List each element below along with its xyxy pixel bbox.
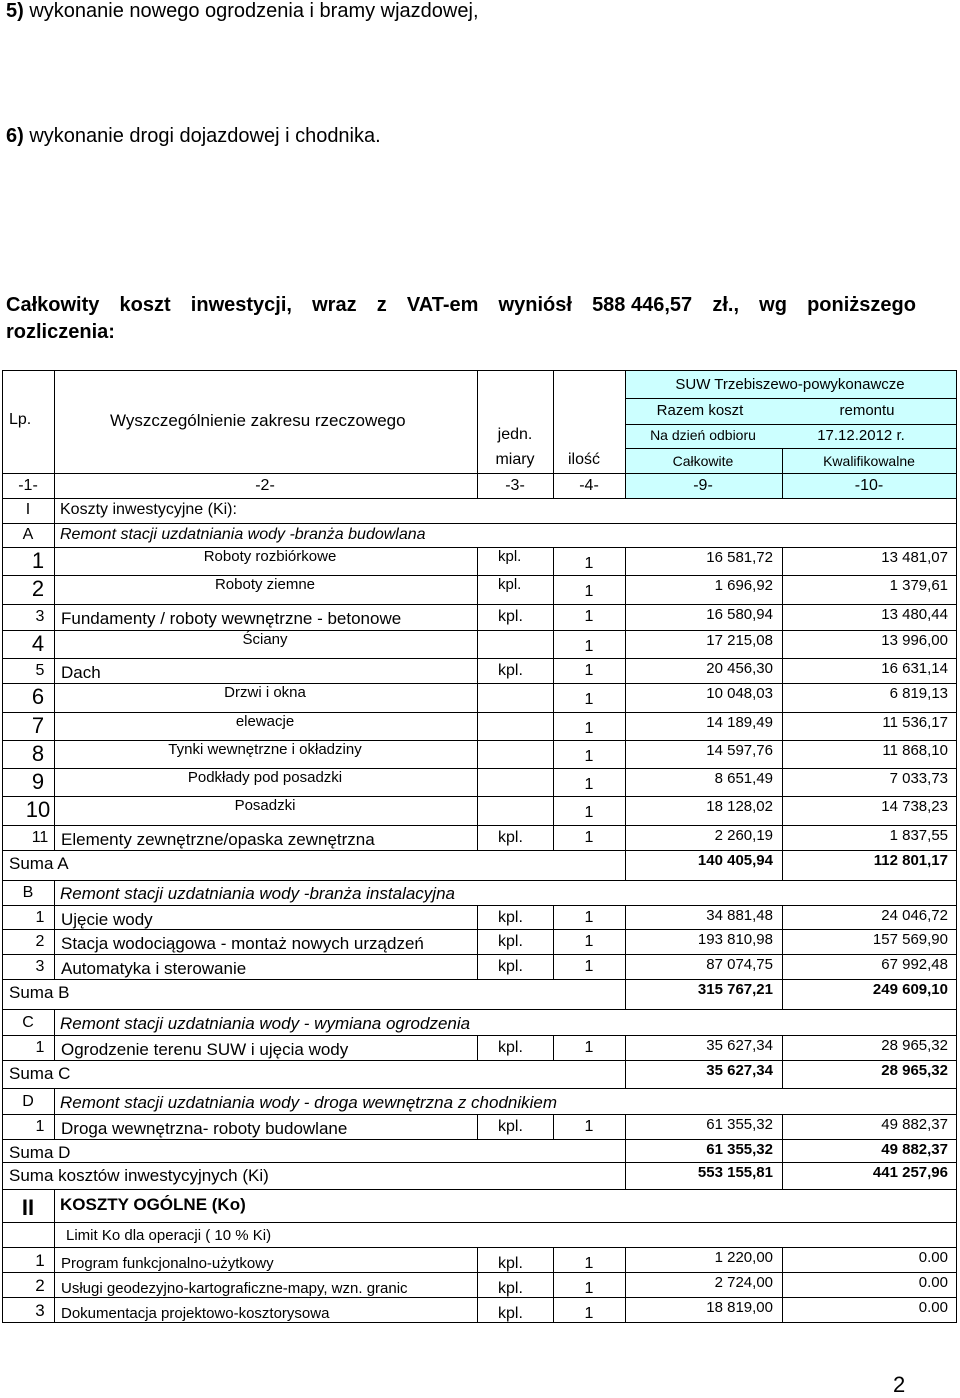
table-row-name: Tynki wewnętrzne i okładziny — [168, 741, 362, 758]
sum-a-qual: 112 801,17 — [873, 852, 948, 869]
table-row-qual: 157 569,90 — [872, 931, 948, 948]
column-number: -9- — [693, 477, 713, 494]
table-row-qty: 1 — [584, 555, 594, 572]
summary-word: wraz — [312, 294, 357, 316]
table-row-total: 34 881,48 — [706, 907, 773, 924]
section-d-label: Remont stacji uzdatniania wody - droga wewnętrzna z chodnikiem — [60, 1093, 558, 1112]
section-c-num: C — [22, 1014, 34, 1031]
table-row-unit: kpl. — [498, 548, 522, 565]
table-row-number: 11 — [31, 829, 49, 846]
table-row-name: Ściany — [242, 631, 288, 648]
sum-b-total: 315 767,21 — [697, 981, 773, 998]
section-i-label: Koszty inwestycyjne (Ki): — [60, 501, 237, 518]
table-row-name: Dach — [61, 663, 101, 682]
total-cost-summary — [6, 292, 916, 346]
summary-line-2: rozliczenia: — [6, 321, 115, 343]
table-row-qty: 1 — [584, 1280, 594, 1297]
sum-d-label: Suma D — [9, 1143, 71, 1162]
table-row-qty: 1 — [584, 829, 594, 846]
table-row-unit: kpl. — [498, 1305, 523, 1322]
table-row-qty: 1 — [584, 909, 594, 926]
table-row-number: 1 — [35, 1118, 45, 1135]
table-row-name: Droga wewnętrzna- roboty budowlane — [61, 1119, 348, 1138]
table-row-qual: 13 480,44 — [881, 606, 948, 623]
table-row-number: 10 — [25, 797, 51, 822]
table-row-name: Stacja wodociągowa - montaż nowych urządzeń — [61, 934, 424, 953]
table-row-qual: 13 996,00 — [881, 632, 948, 649]
table-row-unit: kpl. — [498, 662, 523, 679]
column-number: -1- — [18, 477, 38, 494]
sum-d-total: 61 355,32 — [706, 1141, 773, 1158]
table-row-name: Automatyka i sterowanie — [61, 959, 247, 978]
header-scope: Wyszczególnienie zakresu rzeczowego — [110, 411, 406, 430]
section-ii-label: KOSZTY OGÓLNE (Ko) — [60, 1195, 246, 1214]
table-row-qual: 0.00 — [918, 1274, 948, 1291]
page-number: 2 — [893, 1372, 906, 1397]
table-row-number: 9 — [31, 769, 45, 794]
summary-word: zł., — [712, 294, 739, 316]
table-row-qual: 11 536,17 — [882, 714, 948, 731]
table-row-number: 3 — [35, 958, 45, 975]
column-number: -10- — [854, 477, 884, 494]
table-row-qty: 1 — [584, 776, 594, 793]
section-d-num: D — [22, 1093, 34, 1110]
table-row-name: Posadzki — [234, 797, 296, 814]
table-row-total: 2 260,19 — [714, 827, 773, 844]
intro-item-5-number: 5) — [6, 0, 24, 22]
table-row-number: 2 — [31, 576, 45, 601]
sum-b-label: Suma B — [9, 983, 70, 1002]
intro-item-6-number: 6) — [6, 125, 24, 147]
table-row-qty: 1 — [584, 662, 594, 679]
intro-item-5 — [6, 0, 479, 23]
table-row-number: 2 — [35, 933, 45, 950]
table-row-qty: 1 — [584, 1039, 594, 1056]
limit-label: Limit Ko dla operacji ( 10 % Ki) — [66, 1227, 272, 1244]
table-row-qty: 1 — [584, 1305, 594, 1322]
table-row-number: 1 — [35, 909, 45, 926]
sum-c-total: 35 627,34 — [706, 1062, 773, 1079]
table-row-total: 18 819,00 — [706, 1299, 773, 1316]
table-row-qty: 1 — [584, 958, 594, 975]
table-row-unit: kpl. — [498, 958, 523, 975]
table-row-qty: 1 — [584, 748, 594, 765]
header-suw: SUW Trzebiszewo-powykonawcze — [675, 376, 905, 393]
table-row-name: Ujęcie wody — [61, 910, 153, 929]
table-row-total: 2 724,00 — [714, 1274, 773, 1291]
summary-word: wyniósł — [498, 294, 572, 316]
section-i-num: I — [25, 501, 31, 518]
table-row-number: 8 — [31, 741, 45, 766]
header-remontu: remontu — [839, 402, 895, 419]
intro-item-6-text: wykonanie drogi dojazdowej i chodnika. — [23, 125, 381, 147]
table-row-qty: 1 — [584, 1118, 594, 1135]
section-ii-num: II — [21, 1195, 35, 1220]
header-date: 17.12.2012 r. — [817, 427, 905, 444]
sum-a-total: 140 405,94 — [697, 852, 773, 869]
table-row-qual: 0.00 — [918, 1299, 948, 1316]
header-qty: ilość — [567, 451, 600, 468]
section-b-label: Remont stacji uzdatniania wody -branża instalacyjna — [60, 884, 455, 903]
table-row-name: Fundamenty / roboty wewnętrzne - betonowe — [61, 609, 402, 628]
table-row-total: 10 048,03 — [706, 685, 773, 702]
intro-item-6 — [6, 125, 381, 148]
table-row-number: 3 — [35, 608, 45, 625]
limit-num-cell — [2, 1222, 55, 1248]
summary-word: Całkowity — [6, 294, 100, 316]
table-row-number: 5 — [35, 662, 45, 679]
table-row-unit: kpl. — [498, 1255, 523, 1272]
header-kwalifikowalne: Kwalifikowalne — [823, 453, 915, 469]
header-unit-2: miary — [495, 451, 535, 468]
table-row-qual: 16 631,14 — [881, 660, 948, 677]
summary-word: 588 446,57 — [592, 294, 693, 316]
table-row-unit: kpl. — [498, 1039, 523, 1056]
summary-word: poniższego — [807, 294, 916, 316]
sum-ki-qual: 441 257,96 — [872, 1164, 948, 1181]
table-row-number: 4 — [31, 631, 45, 656]
table-row-qty: 1 — [584, 583, 594, 600]
table-row-qty: 1 — [584, 804, 594, 821]
table-row-qual: 11 868,10 — [882, 742, 948, 759]
table-row-qty: 1 — [584, 720, 594, 737]
summary-word: inwestycji, — [190, 294, 292, 316]
table-row-total: 35 627,34 — [706, 1037, 773, 1054]
table-row-name: Drzwi i okna — [224, 684, 306, 701]
table-row-qual: 28 965,32 — [881, 1037, 948, 1054]
table-row-number: 1 — [35, 1039, 45, 1056]
table-row-total: 18 128,02 — [706, 798, 773, 815]
sum-a-label: Suma A — [9, 854, 69, 873]
section-c-label: Remont stacji uzdatniania wody - wymiana ogrodzenia — [60, 1014, 471, 1033]
table-row-total: 16 581,72 — [706, 549, 773, 566]
section-a-label: Remont stacji uzdatniania wody -branża budowlana — [60, 526, 426, 543]
table-row-total: 16 580,94 — [706, 606, 773, 623]
column-number: -4- — [579, 477, 599, 494]
header-calkowite: Całkowite — [672, 453, 734, 469]
summary-line-1 — [6, 292, 916, 319]
sum-c-label: Suma C — [9, 1064, 71, 1083]
table-row-qty: 1 — [584, 691, 594, 708]
header-razem-koszt: Razem koszt — [656, 402, 744, 419]
table-row-total: 20 456,30 — [706, 660, 773, 677]
intro-item-5-text: wykonanie nowego ogrodzenia i bramy wjazdowej, — [23, 0, 479, 22]
table-row-unit: kpl. — [498, 608, 523, 625]
table-row-unit: kpl. — [498, 933, 523, 950]
table-row-unit: kpl. — [498, 1280, 523, 1297]
table-row-total: 1 696,92 — [714, 577, 773, 594]
table-row-total: 61 355,32 — [706, 1116, 773, 1133]
summary-word: wg — [759, 294, 787, 316]
table-row-total: 1 220,00 — [714, 1249, 773, 1266]
sum-a-label-cell — [2, 850, 626, 881]
table-row-name: Podkłady pod posadzki — [187, 769, 343, 786]
table-row-qual: 7 033,73 — [889, 770, 948, 787]
table-row-unit: kpl. — [498, 1118, 523, 1135]
sum-ki-label: Suma kosztów inwestycyjnych (Ki) — [9, 1166, 269, 1185]
table-row-name: elewacje — [235, 713, 295, 730]
table-row-qual: 1 379,61 — [889, 577, 948, 594]
table-row-total: 193 810,98 — [697, 931, 773, 948]
table-row-qual: 0.00 — [918, 1249, 948, 1266]
table-row-total: 14 597,76 — [706, 742, 773, 759]
table-row-name: Program funkcjonalno-użytkowy — [61, 1255, 274, 1272]
table-row-qty: 1 — [584, 608, 594, 625]
sum-d-label-cell — [2, 1139, 626, 1163]
table-row-name: Elementy zewnętrzne/opaska zewnętrzna — [61, 830, 375, 849]
table-row-qual: 1 837,55 — [889, 827, 948, 844]
table-row-number: 6 — [31, 684, 45, 709]
table-row-unit: kpl. — [498, 909, 523, 926]
table-row-number: 1 — [31, 548, 45, 573]
table-row-name: Dokumentacja projektowo-kosztorysowa — [61, 1305, 330, 1322]
summary-word: z — [376, 294, 387, 316]
header-lp: Lp. — [9, 411, 32, 428]
table-row-qty: 1 — [584, 933, 594, 950]
sum-d-qual: 49 882,37 — [881, 1141, 948, 1158]
table-row-number: 1 — [35, 1251, 45, 1270]
table-row-number: 3 — [35, 1301, 45, 1320]
table-row-name: Usługi geodezyjno-kartograficzne-mapy, wzn. granic — [61, 1280, 408, 1297]
table-row-qual: 14 738,23 — [881, 798, 948, 815]
table-row-total: 87 074,75 — [706, 956, 773, 973]
table-row-total: 17 215,08 — [706, 632, 773, 649]
summary-word: koszt — [119, 294, 171, 316]
table-row-qual: 67 992,48 — [881, 956, 948, 973]
sum-ki-total: 553 155,81 — [697, 1164, 773, 1181]
sum-b-label-cell — [2, 979, 626, 1010]
table-row-unit: kpl. — [498, 576, 522, 593]
sum-b-qual: 249 609,10 — [872, 981, 948, 998]
table-row-qual: 13 481,07 — [881, 549, 948, 566]
table-row-qty: 1 — [584, 638, 594, 655]
table-row-number: 7 — [31, 713, 45, 738]
section-b-num: B — [22, 884, 34, 901]
table-row-total: 8 651,49 — [714, 770, 773, 787]
table-row-name: Roboty rozbiórkowe — [203, 548, 337, 565]
sum-c-label-cell — [2, 1060, 626, 1089]
table-row-name: Ogrodzenie terenu SUW i ujęcia wody — [61, 1040, 349, 1059]
table-row-qual: 24 046,72 — [881, 907, 948, 924]
header-na-dzien: Na dzień odbioru — [650, 427, 756, 443]
summary-word: VAT-em — [406, 294, 479, 316]
column-number: -3- — [505, 477, 525, 494]
header-unit-1: jedn. — [497, 426, 533, 443]
table-row-number: 2 — [35, 1276, 45, 1295]
column-number: -2- — [255, 477, 275, 494]
table-row-qual: 49 882,37 — [881, 1116, 948, 1133]
table-row-qty: 1 — [584, 1255, 594, 1272]
table-row-qual: 6 819,13 — [889, 685, 948, 702]
table-row-total: 14 189,49 — [706, 714, 773, 731]
table-row-name: Roboty ziemne — [214, 576, 316, 593]
sum-c-qual: 28 965,32 — [881, 1062, 948, 1079]
table-row-unit: kpl. — [498, 829, 523, 846]
section-a-num: A — [22, 526, 34, 543]
